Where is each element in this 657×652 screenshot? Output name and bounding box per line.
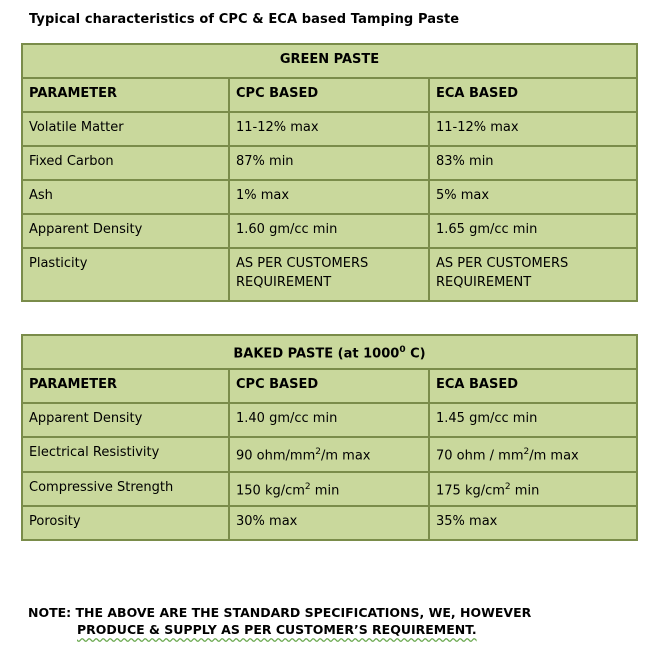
eca-value-cell: 11-12% max — [429, 112, 637, 146]
header-parameter: PARAMETER — [22, 369, 229, 403]
cpc-value-cell: 90 ohm/$mm^2/m$ max — [229, 437, 429, 471]
eca-value-cell: 1.45 gm/cc min — [429, 403, 637, 437]
eca-value-cell: 175 $kg/cm^2$ min — [429, 472, 637, 506]
cpc-value-cell: 1% max — [229, 180, 429, 214]
parameter-cell: Plasticity — [22, 248, 229, 301]
eca-value-cell: 5% max — [429, 180, 637, 214]
table-row — [22, 472, 637, 506]
table-row — [22, 248, 637, 301]
table-row — [22, 180, 637, 214]
eca-value-cell: 83% min — [429, 146, 637, 180]
eca-value-cell: AS PER CUSTOMERS REQUIREMENT — [429, 248, 637, 301]
cpc-value-cell: 150 $kg/cm^2$ min — [229, 472, 429, 506]
parameter-cell: Volatile Matter — [22, 112, 229, 146]
table-row — [22, 437, 637, 471]
table-row — [22, 112, 637, 146]
parameter-cell: Compressive Strength — [22, 472, 229, 506]
note-text — [28, 604, 531, 638]
cpc-value-cell: 87% min — [229, 146, 429, 180]
parameter-cell: Ash — [22, 180, 229, 214]
table-row — [22, 146, 637, 180]
cpc-value-cell: 11-12% max — [229, 112, 429, 146]
green-paste-caption: GREEN PASTE — [22, 44, 637, 78]
note-line-2: PRODUCE & SUPPLY AS PER CUSTOMER’S REQUIREMENT. — [77, 622, 477, 637]
green-paste-table — [21, 43, 638, 302]
eca-value-cell: 1.65 gm/cc min — [429, 214, 637, 248]
header-parameter: PARAMETER — [22, 78, 229, 112]
note-line-1: NOTE: THE ABOVE ARE THE STANDARD SPECIFICATIONS, WE, HOWEVER — [28, 605, 532, 620]
header-eca: ECA BASED — [429, 78, 637, 112]
eca-value-cell: 70 ohm / $mm^2/m$ max — [429, 437, 637, 471]
parameter-cell: Fixed Carbon — [22, 146, 229, 180]
header-cpc: CPC BASED — [229, 369, 429, 403]
cpc-value-cell: AS PER CUSTOMERS REQUIREMENT — [229, 248, 429, 301]
cpc-value-cell: 30% max — [229, 506, 429, 540]
parameter-cell: Electrical Resistivity — [22, 437, 229, 471]
header-cpc: CPC BASED — [229, 78, 429, 112]
cpc-value-cell: 1.60 gm/cc min — [229, 214, 429, 248]
header-eca: ECA BASED — [429, 369, 637, 403]
parameter-cell: Porosity — [22, 506, 229, 540]
baked-paste-caption: BAKED PASTE (at 1000$^0$ C) — [22, 335, 637, 369]
baked-paste-table — [21, 334, 638, 541]
eca-value-cell: 35% max — [429, 506, 637, 540]
cpc-value-cell: 1.40 gm/cc min — [229, 403, 429, 437]
table-row — [22, 214, 637, 248]
document-title: Typical characteristics of CPC & ECA based Tamping Paste — [29, 12, 460, 27]
parameter-cell: Apparent Density — [22, 403, 229, 437]
parameter-cell: Apparent Density — [22, 214, 229, 248]
table-row — [22, 403, 637, 437]
table-row — [22, 506, 637, 540]
